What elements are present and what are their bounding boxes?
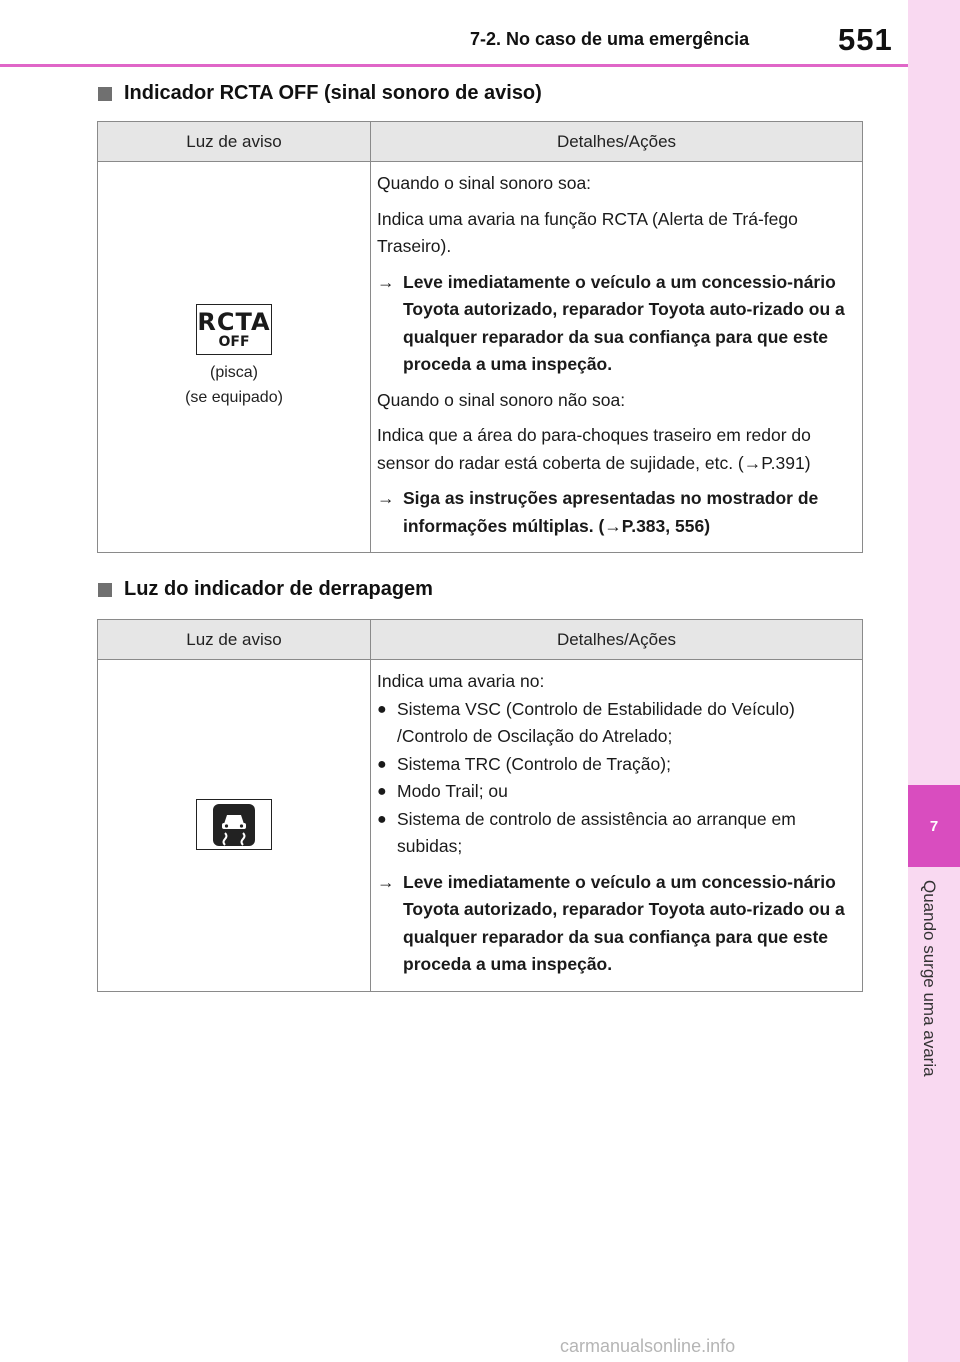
section-heading-text: Luz do indicador de derrapagem	[124, 578, 433, 600]
table-header-row	[98, 620, 863, 660]
table-row	[98, 660, 863, 992]
action-text: Siga as instruções apresentadas no mostrador de informações múltiplas. (→P.383, 556)	[403, 488, 819, 536]
rcta-off-icon	[196, 304, 272, 355]
page-header	[0, 0, 908, 66]
list-item	[377, 751, 854, 779]
arrow-right-icon: →	[377, 271, 395, 292]
chapter-side-tab	[908, 0, 960, 1362]
section-heading-slip	[98, 578, 433, 601]
arrow-right-icon: →	[377, 488, 395, 508]
page-number: 551	[838, 22, 893, 57]
bullet-dot-icon: ●	[377, 700, 387, 718]
warning-light-cell	[98, 162, 371, 553]
skidding-car-icon	[212, 803, 256, 847]
condition-text: Quando o sinal sonoro não soa:	[377, 389, 626, 410]
warning-light-cell	[98, 660, 371, 992]
chapter-title: 7-2. No caso de uma emergência	[470, 29, 750, 49]
list-item-text: Modo Trail; ou	[397, 781, 508, 801]
details-cell	[371, 660, 863, 992]
icon-caption-blink: (pisca)	[209, 364, 258, 381]
list-item-text: Sistema VSC (Controlo de Estabilidade do Veículo) /Controlo de Oscilação do Atrelado;	[397, 698, 795, 746]
description-text: Indica uma avaria na função RCTA (Alerta de Trá-fego Traseiro).	[377, 208, 798, 256]
description-text: Indica que a área do para-choques traseiro em redor do sensor do radar está coberta de sujidade, etc. (→P.391)	[377, 425, 811, 473]
details-cell	[371, 162, 863, 553]
bullet-dot-icon: ●	[377, 783, 387, 800]
slip-warning-table	[97, 619, 863, 992]
arrow-right-icon: →	[377, 871, 395, 892]
action-text: Leve imediatamente o veículo a um concessio-nário Toyota autorizado, reparador Toyota auto-rizado ou a qualquer reparador da sua confiança para que este proceda a uma inspeção.	[403, 871, 845, 974]
watermark: carmanualsonline.info	[560, 1336, 736, 1356]
condition-text: Quando o sinal sonoro soa:	[377, 173, 592, 193]
rcta-icon-label: RCTA	[197, 308, 271, 336]
list-item	[377, 778, 854, 806]
square-bullet-icon	[98, 583, 112, 597]
square-bullet-icon	[98, 87, 112, 101]
column-header-details: Detalhes/Ações	[371, 122, 863, 162]
table-row	[98, 162, 863, 553]
action-item	[377, 869, 854, 979]
column-header-light: Luz de aviso	[98, 122, 371, 162]
action-text: Leve imediatamente o veículo a um concessio-nário Toyota autorizado, reparador Toyota auto-rizado ou a qualquer reparador da sua confiança para que este proceda a uma inspeção.	[403, 271, 845, 374]
section-heading-text: Indicador RCTA OFF (sinal sonoro de aviso)	[124, 82, 542, 104]
action-item	[377, 485, 854, 540]
list-item	[377, 696, 854, 751]
off-icon-label: OFF	[218, 334, 250, 350]
header-rule	[0, 64, 908, 67]
section-heading-rcta	[98, 82, 542, 105]
list-item-text: Sistema de controlo de assistência ao arranque em subidas;	[397, 808, 796, 856]
action-item	[377, 269, 854, 379]
slip-indicator-icon	[196, 799, 272, 850]
bullet-dot-icon: ●	[377, 755, 387, 773]
rcta-warning-table	[97, 121, 863, 553]
description-text: Indica uma avaria no:	[377, 671, 545, 691]
icon-caption-equipped: (se equipado)	[185, 389, 283, 406]
chapter-number-tab: 7	[908, 785, 960, 867]
column-header-details: Detalhes/Ações	[371, 620, 863, 660]
table-header-row	[98, 122, 863, 162]
list-item-text: Sistema TRC (Controlo de Tração);	[397, 753, 671, 774]
bullet-dot-icon: ●	[377, 810, 387, 828]
list-item	[377, 806, 854, 861]
column-header-light: Luz de aviso	[98, 620, 371, 660]
chapter-side-label: Quando surge uma avaria	[920, 880, 939, 1077]
